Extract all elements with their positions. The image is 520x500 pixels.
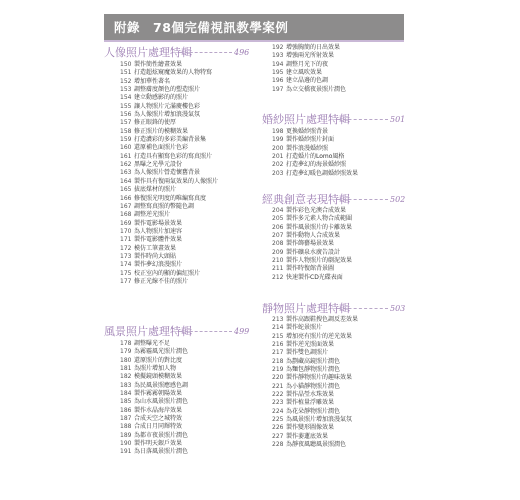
list-item xyxy=(272,170,358,178)
item-label: 製作電影體件效果 xyxy=(134,236,183,244)
section-rule xyxy=(338,199,388,200)
item-label: 製作礦泉水廣告設計 xyxy=(286,248,341,256)
item-label: 製作萎蓮底效果 xyxy=(286,432,329,440)
item-label: 為都市夜景照片潤色 xyxy=(134,431,189,439)
item-label: 製作浪漫婚紗照 xyxy=(286,144,329,152)
item-label: 為風景照片增加浪漫氣氛 xyxy=(286,416,353,424)
list-item xyxy=(120,211,218,219)
item-label: 調整月光下的夜 xyxy=(286,60,329,68)
item-list xyxy=(272,207,352,282)
item-number: 156 xyxy=(120,111,132,119)
item-label: 製作晶瑩水珠效果 xyxy=(286,391,335,399)
item-label: 黑曝之光學元設份 xyxy=(134,161,183,169)
list-item xyxy=(272,408,358,416)
item-label: 製作動物人合成效果 xyxy=(286,232,341,240)
item-number: 199 xyxy=(272,136,284,144)
item-label: 製作水晶海岸效果 xyxy=(134,406,183,414)
item-label: 增加亮有照片的逆光效果 xyxy=(286,332,353,340)
item-number: 221 xyxy=(272,382,284,390)
item-label: 快速製作CD光碟表面 xyxy=(286,273,343,281)
list-item xyxy=(120,382,188,390)
item-label: 為立交橋夜景照片潤色 xyxy=(286,85,347,93)
item-label: 為花朵靜物照片潤色 xyxy=(286,407,341,415)
item-label: 調整曝光不足 xyxy=(134,340,171,347)
item-label: 打造夢幻暖色調婚紗照效果 xyxy=(286,169,359,177)
section-rule xyxy=(180,52,232,53)
item-list xyxy=(120,340,188,457)
item-number: 193 xyxy=(272,52,284,60)
item-number: 179 xyxy=(120,348,132,356)
item-list xyxy=(272,128,358,178)
list-item xyxy=(272,424,358,432)
item-label: 製作風景照片的卡離效果 xyxy=(286,223,353,231)
item-number: 164 xyxy=(120,177,132,185)
item-number: 168 xyxy=(120,211,132,219)
section-page-number: 501 xyxy=(390,115,406,124)
list-item xyxy=(120,69,218,77)
item-number: 205 xyxy=(272,215,284,223)
item-number: 169 xyxy=(120,219,132,227)
item-label: 打造婚片的Lomo風格 xyxy=(286,153,345,161)
item-number: 173 xyxy=(120,252,132,260)
item-number: 165 xyxy=(120,186,132,194)
list-item xyxy=(120,448,188,456)
item-number: 217 xyxy=(272,349,284,357)
list-item xyxy=(120,203,218,211)
list-item xyxy=(120,78,218,86)
item-number: 203 xyxy=(272,169,284,177)
item-label: 製作夢幻浪漫照片 xyxy=(134,261,183,269)
item-label: 製作飾藝場景效果 xyxy=(286,240,335,248)
item-number: 150 xyxy=(120,61,132,68)
item-number: 208 xyxy=(272,240,284,248)
item-label: 增強兩光所射效果 xyxy=(286,52,335,60)
section-page-number: 496 xyxy=(234,48,250,57)
list-item xyxy=(272,240,352,248)
item-number: 157 xyxy=(120,119,132,127)
item-number: 213 xyxy=(272,316,284,323)
item-label: 修正光線不佳的照片 xyxy=(134,277,189,285)
item-number: 200 xyxy=(272,144,284,152)
item-number: 189 xyxy=(120,431,132,439)
section-title: 人像照片處理特輯 xyxy=(104,46,192,59)
item-label: 修正眼鋒的使厚 xyxy=(134,119,177,127)
list-item xyxy=(272,61,346,69)
section-title: 靜物照片處理特輯 xyxy=(262,302,350,315)
section-title: 風景照片處理特輯 xyxy=(104,325,192,338)
section-page-number: 503 xyxy=(390,304,406,313)
item-label: 還原照片的對比度 xyxy=(134,356,183,364)
item-number: 196 xyxy=(272,77,284,85)
item-label: 為山水風景照片潤色 xyxy=(134,398,189,406)
item-number: 181 xyxy=(120,365,132,373)
item-number: 228 xyxy=(272,441,284,449)
item-number: 201 xyxy=(272,153,284,161)
list-item xyxy=(120,103,218,111)
item-number: 186 xyxy=(120,406,132,414)
item-number: 182 xyxy=(120,373,132,381)
item-label: 修復照光明度的唯編寫真度 xyxy=(134,194,207,202)
item-label: 建立動感影的的照片 xyxy=(134,94,189,102)
list-item xyxy=(120,423,188,431)
item-label: 打造夢幻的海景婚紗照 xyxy=(286,161,347,169)
item-number: 188 xyxy=(120,423,132,431)
section-title: 婚紗照片處理特輯 xyxy=(262,113,350,126)
item-label: 製作具有復兩氣效果的人像照片 xyxy=(134,177,219,185)
item-number: 167 xyxy=(120,202,132,210)
item-label: 製作逆光照面效果 xyxy=(286,341,335,349)
list-item xyxy=(272,349,358,357)
item-number: 159 xyxy=(120,136,132,144)
item-number: 178 xyxy=(120,340,132,347)
item-label: 打造超炫窺魔效果的人物特寫 xyxy=(134,69,213,77)
item-number: 192 xyxy=(272,44,284,51)
item-label: 製作變形圖像效果 xyxy=(286,424,335,432)
item-number: 158 xyxy=(120,127,132,135)
item-label: 模仿工筆畫效果 xyxy=(134,244,177,252)
item-label: 製作雙色調照片 xyxy=(286,349,329,357)
list-item xyxy=(272,274,352,282)
item-number: 172 xyxy=(120,244,132,252)
list-item xyxy=(120,432,188,440)
list-item xyxy=(120,119,218,127)
item-number: 226 xyxy=(272,424,284,432)
item-number: 194 xyxy=(272,60,284,68)
section-page-number: 502 xyxy=(390,195,406,204)
item-number: 223 xyxy=(272,399,284,407)
list-item xyxy=(120,261,218,269)
item-number: 171 xyxy=(120,236,132,244)
item-number: 195 xyxy=(272,69,284,77)
item-number: 210 xyxy=(272,257,284,265)
item-label: 模擬鏡頭模糊效果 xyxy=(134,373,183,381)
list-item xyxy=(120,407,188,415)
item-number: 198 xyxy=(272,128,284,135)
item-number: 202 xyxy=(272,161,284,169)
item-list xyxy=(272,316,358,450)
item-label: 製作人物照片的劇泥效果 xyxy=(286,257,353,265)
item-number: 174 xyxy=(120,261,132,269)
item-label: 建立晶邊的色調 xyxy=(286,77,329,85)
item-label: 製作明天銀戶效果 xyxy=(134,440,183,448)
list-item xyxy=(120,398,188,406)
list-item xyxy=(120,153,218,161)
item-number: 191 xyxy=(120,448,132,456)
item-number: 209 xyxy=(272,248,284,256)
list-item xyxy=(120,348,188,356)
item-label: 打造濃彩的多彩美編背景集 xyxy=(134,136,207,144)
item-number: 207 xyxy=(272,232,284,240)
item-label: 修正照片的模糊效果 xyxy=(134,127,189,135)
item-number: 184 xyxy=(120,390,132,398)
item-number: 160 xyxy=(120,144,132,152)
item-number: 170 xyxy=(120,227,132,235)
item-label: 為人像照片增加浪漫氣氛 xyxy=(134,111,201,119)
item-number: 166 xyxy=(120,194,132,202)
list-item xyxy=(272,441,358,449)
item-label: 製作霧霧朝陽效果 xyxy=(134,390,183,398)
item-number: 180 xyxy=(120,356,132,364)
item-label: 建立風吹效果 xyxy=(286,69,323,77)
list-item xyxy=(272,399,358,407)
list-item xyxy=(272,374,358,382)
item-number: 190 xyxy=(120,440,132,448)
item-label: 合成日月同輝特效 xyxy=(134,423,183,431)
item-list xyxy=(272,44,346,94)
list-item xyxy=(272,249,352,257)
item-label: 為日落風景照片潤色 xyxy=(134,448,189,456)
item-label: 製作時復館背景圖 xyxy=(286,265,335,273)
item-label: 製作時尚大頭貼 xyxy=(134,252,177,260)
list-item xyxy=(120,144,218,152)
header-underline xyxy=(104,40,404,42)
item-number: 204 xyxy=(272,207,284,214)
list-item xyxy=(120,245,218,253)
item-number: 153 xyxy=(120,86,132,94)
item-label: 為民風景照應感色調 xyxy=(134,381,189,389)
item-label: 為照片增加人物 xyxy=(134,365,177,373)
item-label: 製作電影場景效果 xyxy=(134,219,183,227)
section-page-number: 499 xyxy=(234,327,250,336)
list-item xyxy=(120,169,218,177)
item-number: 227 xyxy=(272,432,284,440)
item-label: 校正室內的顯的偏紅照片 xyxy=(134,269,201,277)
item-number: 216 xyxy=(272,341,284,349)
section-rule xyxy=(338,308,388,309)
item-label: 為人物照片加速容 xyxy=(134,227,183,235)
list-item xyxy=(272,358,358,366)
item-label: 增加華性著名 xyxy=(134,77,171,85)
list-item xyxy=(272,161,358,169)
list-item xyxy=(120,195,218,203)
item-label: 調整膚度顏色的塑造照片 xyxy=(134,86,201,94)
item-label: 製作婚紗照片封面 xyxy=(286,136,335,144)
item-number: 212 xyxy=(272,273,284,281)
list-item xyxy=(120,128,218,136)
list-item xyxy=(272,265,352,273)
item-label: 還原補色面照片色彩 xyxy=(134,144,189,152)
list-item xyxy=(272,324,358,332)
item-label: 製作簡性繪畫效果 xyxy=(134,61,183,68)
appendix-title: 附錄 78個完備視訊教學案例 xyxy=(114,20,289,35)
list-item xyxy=(272,77,346,85)
list-item xyxy=(272,145,358,153)
item-number: 151 xyxy=(120,69,132,77)
list-item xyxy=(120,236,218,244)
item-number: 155 xyxy=(120,102,132,110)
list-item xyxy=(120,228,218,236)
item-number: 225 xyxy=(272,416,284,424)
item-number: 162 xyxy=(120,161,132,169)
item-number: 219 xyxy=(272,366,284,374)
item-label: 為小貓靜物照片潤色 xyxy=(286,382,341,390)
item-label: 為麵包靜物照片潤色 xyxy=(286,366,341,374)
item-number: 222 xyxy=(272,391,284,399)
list-item xyxy=(120,278,218,286)
item-label: 為靜夜風聽風景照潤色 xyxy=(286,441,347,449)
item-label: 合成天空之城特效 xyxy=(134,415,183,423)
item-label: 打造具有顯寫色彩的寫真照片 xyxy=(134,152,213,160)
list-item xyxy=(120,253,218,261)
item-number: 175 xyxy=(120,269,132,277)
item-label: 製作植量浮雕效果 xyxy=(286,399,335,407)
list-item xyxy=(120,178,218,186)
item-list xyxy=(120,61,218,286)
item-number: 187 xyxy=(120,415,132,423)
list-item xyxy=(120,373,188,381)
item-label: 為霧霾風光照片潤色 xyxy=(134,348,189,356)
list-item xyxy=(120,220,218,228)
list-item xyxy=(272,86,346,94)
item-label: 為劃藏高鏡照片潤色 xyxy=(286,357,341,365)
item-label: 更換婚紗照背景 xyxy=(286,128,329,135)
item-label: 調整逆光照片 xyxy=(134,211,171,219)
section-rule xyxy=(180,331,232,332)
list-item xyxy=(272,52,346,60)
item-number: 183 xyxy=(120,381,132,389)
list-item xyxy=(120,270,218,278)
item-number: 211 xyxy=(272,265,284,273)
item-label: 調整寫真照的幣隨色調 xyxy=(134,202,195,210)
list-item xyxy=(120,357,188,365)
list-item xyxy=(272,333,358,341)
list-item xyxy=(272,433,358,441)
item-number: 215 xyxy=(272,332,284,340)
item-label: 製作蛇景照片 xyxy=(286,324,323,332)
item-number: 185 xyxy=(120,398,132,406)
item-number: 177 xyxy=(120,277,132,285)
item-number: 154 xyxy=(120,94,132,102)
item-label: 增強胸簡的日出效果 xyxy=(286,44,341,51)
item-label: 製作靜物照片的趣味效果 xyxy=(286,374,353,382)
item-label: 製作多元素人物合成範圍 xyxy=(286,215,353,223)
section-title: 經典創意表現特輯 xyxy=(262,193,350,206)
item-number: 197 xyxy=(272,85,284,93)
item-number: 220 xyxy=(272,374,284,382)
list-item xyxy=(120,186,218,194)
item-label: 讓人物照片元滿慶樓色彩 xyxy=(134,102,201,110)
list-item xyxy=(272,215,352,223)
item-number: 152 xyxy=(120,77,132,85)
item-label: 製作彩色光澳合成效果 xyxy=(286,207,347,214)
list-item xyxy=(272,136,358,144)
item-label: 拔底煤材的照片 xyxy=(134,186,177,194)
item-number: 163 xyxy=(120,169,132,177)
list-item xyxy=(120,94,218,102)
item-number: 218 xyxy=(272,357,284,365)
item-number: 224 xyxy=(272,407,284,415)
item-number: 206 xyxy=(272,223,284,231)
list-item xyxy=(272,383,358,391)
item-number: 161 xyxy=(120,152,132,160)
section-rule xyxy=(338,119,388,120)
list-item xyxy=(272,224,352,232)
item-label: 為人像照片營造懷舊背景 xyxy=(134,169,201,177)
item-label: 製作高跟鞋搜色調反差效果 xyxy=(286,316,359,323)
item-number: 214 xyxy=(272,324,284,332)
